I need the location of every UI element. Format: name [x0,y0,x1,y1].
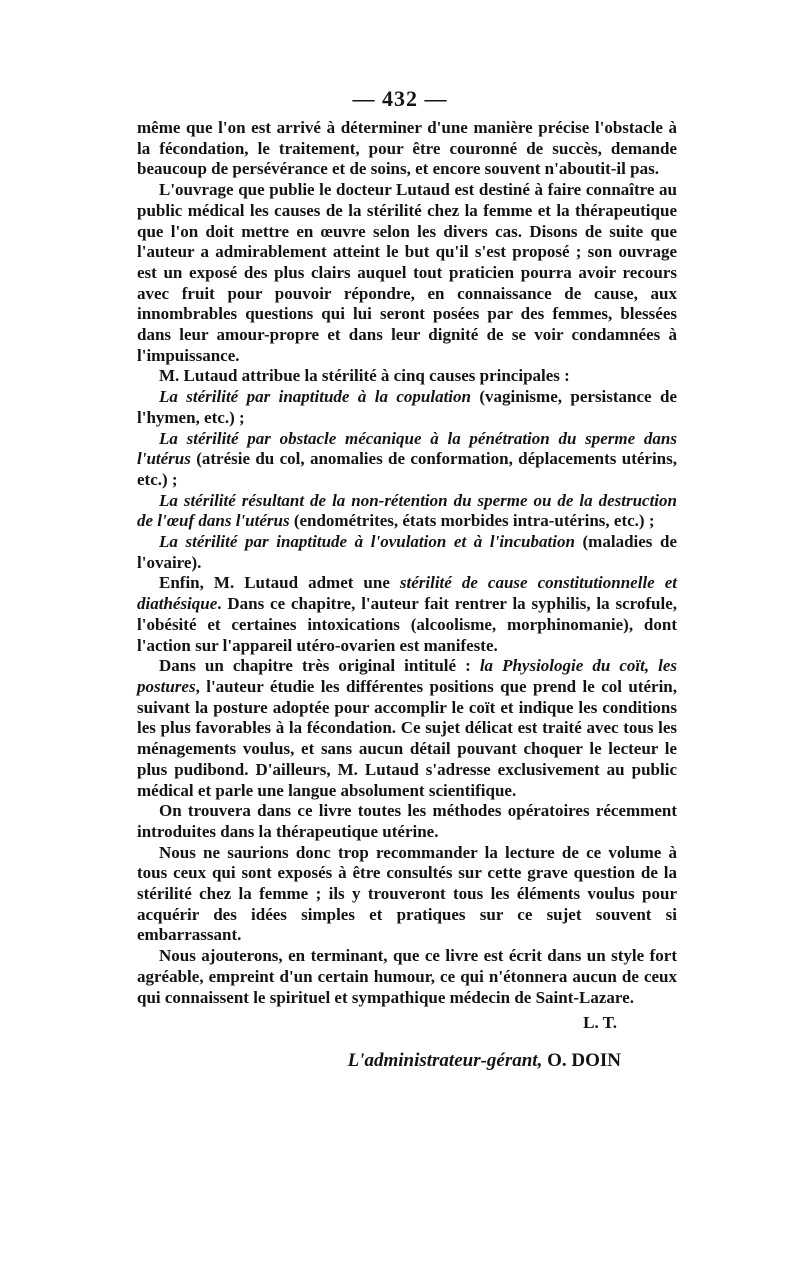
cause-detail: (maladies de l'ovaire). [137,532,677,572]
paragraph: Dans un chapitre très original intitulé : la Physiologie du coït, les postures, l'auteur étudie les différentes positions que prend le col utérin, suivant la posture adoptée pour accomplir le coït et indique les conditions les plus favorables à la fécondation. Ce sujet délicat est traité avec tous les ménagements voulus, et sans aucun détail pouvant choquer le lecteur le plus pudibond. D'ailleurs, M. Lutaud s'adresse exclusivement au public médical et parle une langue absolument scientifique. [137,656,677,800]
cause-title: La stérilité par obstacle mécanique à la pénétration du sperme dans l'utérus [137,428,677,469]
author-signature: L. T. [583,1013,617,1032]
administrator-name: O. DOIN [547,1050,621,1071]
administrator-line [137,1050,677,1072]
cause-detail: (endométrites, états morbides intra-utérins, etc.) ; [289,511,655,531]
page-number: — 432 — [352,86,448,111]
cause-detail: (vaginisme, persistance de l'hymen, etc.) ; [137,387,677,427]
cause-item [137,387,677,428]
cause-detail: (atrésie du col, anomalies de conformation, déplacements utérins, etc.) ; [137,449,677,489]
paragraph: Nous ajouterons, en terminant, que ce livre est écrit dans un style fort agréable, empreint d'un certain humour, ce qui n'étonnera aucun de ceux qui connaissent le spirituel et sympathique médecin de Saint-Lazare. [137,946,677,1007]
paragraph: L'ouvrage que publie le docteur Lutaud est destiné à faire connaître au public médical les causes de la stérilité chez la femme et la thérapeutique que l'on doit mettre en œuvre selon les divers cas. Disons de suite que l'auteur a admirablement atteint le but qu'il s'est proposé ; son ouvrage est un exposé des plus clairs auquel tout praticien pourra avoir recours avec fruit pour pouvoir répondre, en connaissance de cause, aux innombrables questions qui lui seront posées par des femmes, blessées dans leur amour-propre et dans leur dignité de se voir condamnées à l'impuissance. [137,180,677,365]
cause-item [137,429,677,491]
cause-title: La stérilité par inaptitude à l'ovulation et à l'incubation [159,532,575,552]
cause-item [137,532,677,573]
cause-title: La stérilité résultant de la non-rétention du sperme ou de la destruction de l'œuf dans l'utérus [137,490,677,531]
cause-item [137,491,677,532]
administrator-title: L'administrateur-gérant, [347,1050,543,1071]
paragraph: Nous ne saurions donc trop recommander la lecture de ce volume à tous ceux qui sont exposés à être consultés sur cette grave question de la stérilité chez la femme ; ils y trouveront tous les éléments voulus pour acquérir des idées simples et pratiques sur ce sujet souvent si embarrassant. [137,842,677,945]
paragraph: M. Lutaud attribue la stérilité à cinq causes principales : [159,366,570,386]
paragraph: On trouvera dans ce livre toutes les méthodes opératoires récemment introduites dans la thérapeutique utérine. [137,801,677,841]
article-body [137,118,677,1008]
cause-title: La stérilité par inaptitude à la copulation [159,387,471,407]
paragraph: Enfin, M. Lutaud admet une stérilité de cause constitutionnelle et diathésique. Dans ce chapitre, l'auteur fait rentrer la syphilis, la scrofule, l'obésité et certaines intoxications (alcoolisme, morphinomanie), dont l'action sur l'appareil utéro-ovarien est manifeste. [137,573,677,655]
paragraph: même que l'on est arrivé à déterminer d'une manière précise l'obstacle à la fécondation, le traitement, pour être couronné de succès, demande beaucoup de persévérance et de soins, et encore souvent n'aboutit-il pas. [137,118,677,179]
